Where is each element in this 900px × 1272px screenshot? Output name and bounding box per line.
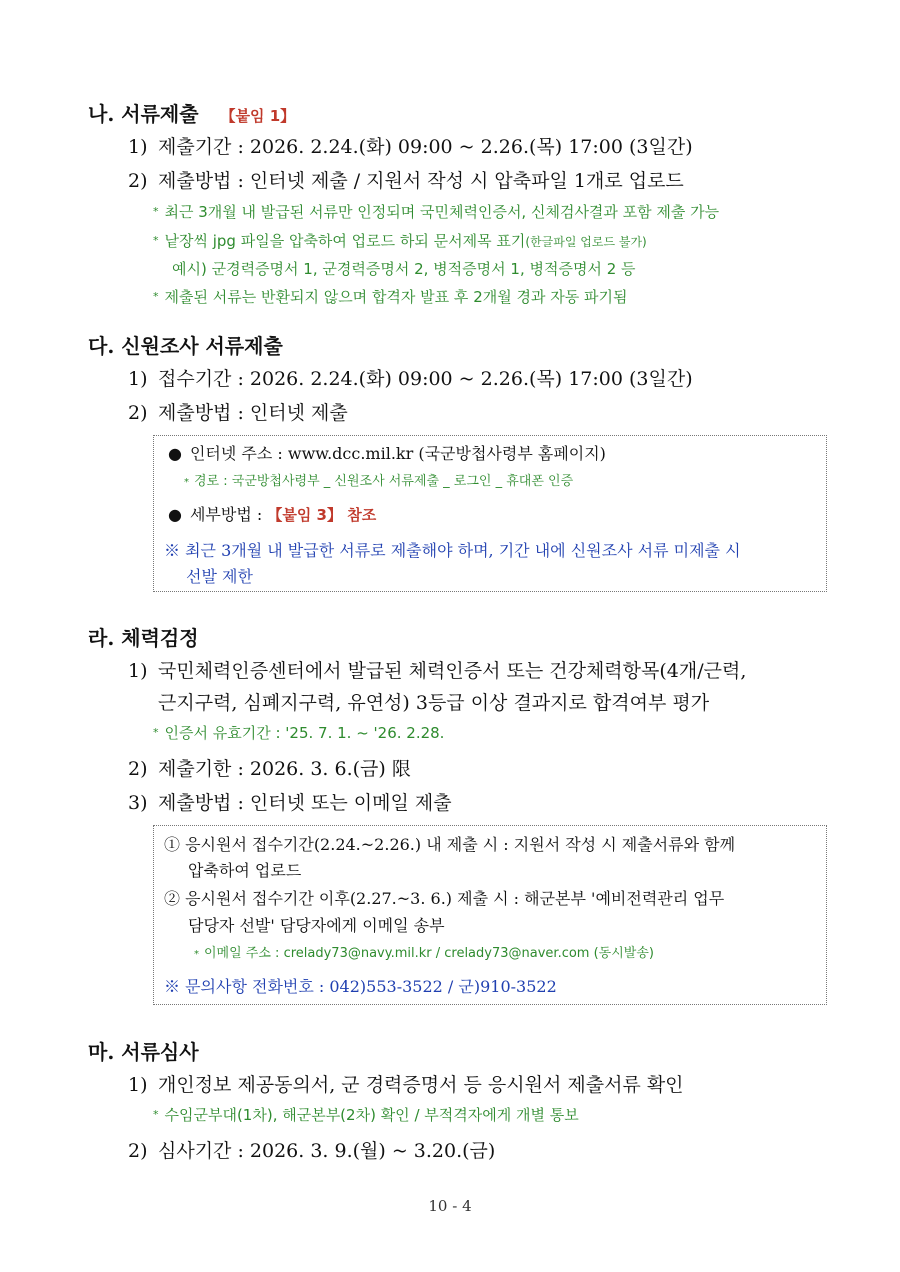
- attachment-ref: 【붙임 3】 참조: [267, 506, 377, 524]
- contact-line: ※ 문의사항 전화번호 : 042)553-3522 / 군)910-3522: [164, 977, 557, 996]
- item-text: 심사기간 : 2026. 3. 9.(월) ~ 3.20.(금): [158, 1140, 496, 1162]
- page-number: 10 - 4: [428, 1197, 472, 1215]
- note: 예시) 군경력증명서 1, 군경력증명서 2, 병적증명서 1, 병적증명서 2 등: [172, 260, 636, 278]
- attachment-tag: 【붙임 1】: [220, 107, 296, 125]
- list-item: 2) 제출방법 : 인터넷 제출 / 지원서 작성 시 압축파일 1개로 업로드: [128, 170, 684, 192]
- section-title: 다. 신원조사 서류제출: [88, 334, 283, 358]
- info-box: [153, 825, 827, 1005]
- item-text: 제출방법 : 인터넷 제출 / 지원서 작성 시 압축파일 1개로 업로드: [158, 170, 684, 192]
- box-line: ● 인터넷 주소 : www.dcc.mil.kr (국군방첩사령부 홈페이지): [168, 444, 606, 463]
- box-line: ● 세부방법 : 【붙임 3】 참조: [168, 505, 377, 524]
- item-text: 제출방법 : 인터넷 또는 이메일 제출: [158, 792, 452, 814]
- section-title: 마. 서류심사: [88, 1040, 199, 1064]
- star-icon: *: [153, 1108, 159, 1121]
- star-icon: *: [194, 949, 199, 960]
- section-heading-na: [88, 98, 295, 127]
- list-item: 2) 제출기한 : 2026. 3. 6.(금) 限: [128, 758, 411, 780]
- box-line: 압축하여 업로드: [188, 861, 302, 880]
- note: * 수임군부대(1차), 해군본부(2차) 확인 / 부적격자에게 개별 통보: [153, 1106, 579, 1124]
- note: * 인증서 유효기간 : '25. 7. 1. ~ '26. 2.28.: [153, 724, 445, 742]
- item-text: 국민체력인증센터에서 발급된 체력인증서 또는 건강체력항목(4개/근력,: [158, 660, 747, 682]
- section-title: 라. 체력검정: [88, 626, 199, 650]
- item-text: 제출기간 : 2026. 2.24.(화) 09:00 ~ 2.26.(목) 17:00 (3일간): [158, 136, 693, 158]
- item-text: 접수기간 : 2026. 2.24.(화) 09:00 ~ 2.26.(목) 17:00 (3일간): [158, 368, 693, 390]
- list-item-continued: [158, 688, 709, 715]
- warning-line: ※ 최근 3개월 내 발급한 서류로 제출해야 하며, 기간 내에 신원조사 서류 미제출 시: [164, 541, 741, 560]
- list-item: 3) 제출방법 : 인터넷 또는 이메일 제출: [128, 792, 452, 814]
- star-icon: *: [153, 290, 159, 303]
- list-item: 1) 제출기간 : 2026. 2.24.(화) 09:00 ~ 2.26.(목) 17:00 (3일간): [128, 136, 693, 158]
- star-icon: *: [153, 205, 159, 218]
- item-text: 근지구력, 심폐지구력, 유연성) 3등급 이상 결과지로 합격여부 평가: [158, 692, 710, 714]
- note: * 최근 3개월 내 발급된 서류만 인정되며 국민체력인증서, 신체검사결과 포함 제출 가능: [153, 203, 720, 221]
- bullet-icon: ●: [168, 505, 182, 524]
- list-item: 1) 개인정보 제공동의서, 군 경력증명서 등 응시원서 제출서류 확인: [128, 1074, 684, 1096]
- info-box: [153, 435, 827, 592]
- list-item: 2) 제출방법 : 인터넷 제출: [128, 402, 348, 424]
- section-title: 나. 서류제출: [88, 102, 199, 126]
- box-line: 담당자 선발' 담당자에게 이메일 송부: [188, 916, 445, 935]
- list-item: 1) 국민체력인증센터에서 발급된 체력인증서 또는 건강체력항목(4개/근력,: [128, 660, 747, 682]
- box-line: ① 응시원서 접수기간(2.24.~2.26.) 내 제출 시 : 지원서 작성 시 제출서류와 함께: [164, 835, 736, 854]
- note: * 낱장씩 jpg 파일을 압축하여 업로드 하되 문서제목 표기(한글파일 업로드 불가): [153, 232, 647, 250]
- list-item: 1) 접수기간 : 2026. 2.24.(화) 09:00 ~ 2.26.(목) 17:00 (3일간): [128, 368, 693, 390]
- list-item: 2) 심사기간 : 2026. 3. 9.(월) ~ 3.20.(금): [128, 1140, 496, 1162]
- star-icon: *: [153, 726, 159, 739]
- note: * 제출된 서류는 반환되지 않으며 합격자 발표 후 2개월 경과 자동 파기됨: [153, 288, 628, 306]
- box-note: * 경로 : 국군방첩사령부 _ 신원조사 서류제출 _ 로그인 _ 휴대폰 인증: [184, 474, 574, 489]
- star-icon: *: [184, 477, 189, 488]
- box-note: * 이메일 주소 : crelady73@navy.mil.kr / crelady73@naver.com (동시발송): [194, 946, 654, 961]
- warning-line: 선발 제한: [186, 567, 253, 586]
- section-heading-ma: [88, 1036, 199, 1065]
- box-line: ② 응시원서 접수기간 이후(2.27.~3. 6.) 제출 시 : 해군본부 '예비전력관리 업무: [164, 889, 725, 908]
- bullet-icon: ●: [168, 444, 182, 463]
- star-icon: *: [153, 234, 159, 247]
- section-heading-ra: [88, 622, 199, 651]
- item-text: 개인정보 제공동의서, 군 경력증명서 등 응시원서 제출서류 확인: [158, 1074, 684, 1096]
- section-heading-da: [88, 330, 283, 359]
- item-text: 제출방법 : 인터넷 제출: [158, 402, 348, 424]
- item-text: 제출기한 : 2026. 3. 6.(금) 限: [158, 758, 411, 780]
